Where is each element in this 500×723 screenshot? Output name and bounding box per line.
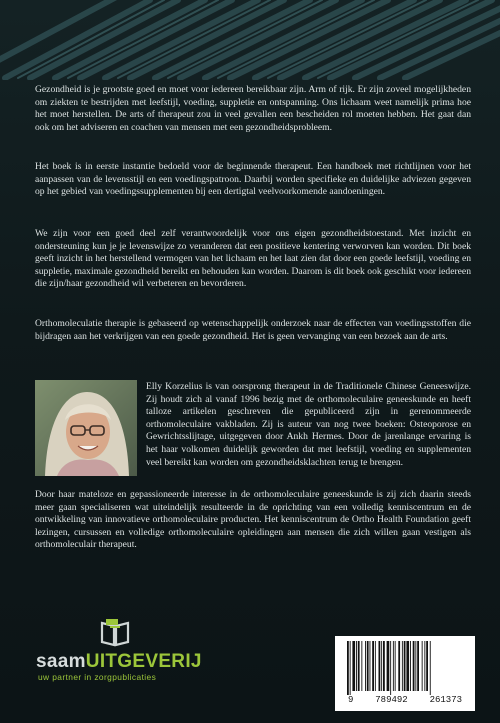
barcode-bar bbox=[372, 641, 374, 691]
barcode-bar bbox=[406, 641, 409, 691]
barcode-bar bbox=[365, 641, 366, 691]
publisher-name-part1: saam bbox=[36, 651, 86, 672]
responsibility-paragraph: We zijn voor een goed deel zelf verantwoordelijk voor ons eigen gezondheidstoestand. Met inzicht en ondersteuning kun je je levenswijze zo veranderen dat een positieve kentering verworven kan worden. Dit boek geeft inzicht in het herstellend vermogen van het lichaam en het laat zien dat door een goede leefstijl, voeding en suppletie, maximale gezondheid bereikt en behouden kan worden. Daarom is dit boek ook geschikt voor iedereen die zijn/haar gezondheid wil verbeteren en bevorderen. bbox=[35, 228, 471, 290]
barcode-bar bbox=[367, 641, 369, 691]
barcode-bar bbox=[350, 641, 351, 695]
publisher-tagline: uw partner in zorgpublicaties bbox=[38, 672, 157, 682]
author-bio: Elly Korzelius is van oorsprong therapeut in de Traditionele Chinese Geneeswijze. Zij houdt zich al vanaf 1996 bezig met de orthomoleculaire geneeskunde en heeft talloze artikelen geschreven die gepubliceerd zijn in gerenommeerde orthomoleculaire vakbladen. Zij is auteur van nog twee boeken: Osteoporose en Gewrichtsslijtage, uitgegeven door Ankh Hermes. Door de jarenlange ervaring is het haar volkomen duidelijk geworden dat met leefstijl, voeding en supplementen veel bereikt kan worden om gezondheidsklachten terug te brengen. bbox=[146, 381, 471, 468]
barcode-bar bbox=[381, 641, 382, 691]
barcode-digit-group: 789492 bbox=[375, 695, 408, 705]
barcode-bar bbox=[402, 641, 403, 691]
intro-paragraph: Gezondheid is je grootste goed en moet voor iedereen bereikbaar zijn. Arm of rijk. Er zijn zoveel mogelijkheden om ziekten te bestrijden met leefstijl, voeding, suppletie en ontspanning. Ons lichaam weet namelijk prima hoe het moet herstellen. De arts of therapeut zou in veel gevallen een bescheiden rol moeten hebben. Het gaat dan ook om het adviseren en coachen van mensen met een gezondheidsprobleem. bbox=[35, 84, 471, 133]
barcode-bar bbox=[361, 641, 362, 691]
barcode-digits bbox=[335, 695, 475, 705]
barcode-bar bbox=[430, 641, 431, 695]
barcode-bar bbox=[398, 641, 400, 691]
therapy-paragraph: Orthomoleculatie therapie is gebaseerd op wetenschappelijk onderzoek naar de effecten van voedingsstoffen die bijdragen aan het verkrijgen van een goede gezondheid. Het is geen vervanging van een bezoek aan de arts. bbox=[35, 318, 471, 342]
barcode-bar bbox=[395, 641, 396, 691]
barcode-bar bbox=[426, 641, 428, 691]
publisher-name-part2: UITGEVERIJ bbox=[85, 651, 202, 672]
barcode-bar bbox=[413, 641, 415, 691]
isbn-barcode bbox=[335, 636, 475, 711]
barcode-bar bbox=[347, 641, 349, 695]
decorative-stripes bbox=[0, 0, 500, 80]
barcode-digit-group: 261373 bbox=[429, 695, 463, 705]
barcode-bars bbox=[345, 641, 465, 695]
author-photo bbox=[35, 380, 137, 476]
barcode-bar bbox=[390, 641, 391, 695]
barcode-bar bbox=[410, 641, 411, 691]
barcode-bar bbox=[375, 641, 376, 691]
barcode-bar bbox=[379, 641, 381, 691]
barcode-bar bbox=[370, 641, 371, 691]
barcode-bar bbox=[383, 641, 385, 691]
barcode-digit-group: 9 bbox=[347, 695, 354, 705]
barcode-bar bbox=[404, 641, 406, 691]
barcode-bar bbox=[387, 641, 390, 691]
barcode-bar bbox=[393, 641, 394, 691]
barcode-bar bbox=[417, 641, 419, 691]
barcode-bar bbox=[358, 641, 360, 691]
barcode-bar bbox=[356, 641, 357, 691]
publisher-name bbox=[36, 652, 202, 672]
barcode-bar bbox=[415, 641, 416, 691]
closing-paragraph: Door haar mateloze en gepassioneerde interesse in de orthomoleculaire geneeskunde is zij zich daarin steeds meer gaan specialiseren wat uiteindelijk resulteerde in de oprichting van een volledig kenniscentrum en de ontwikkeling van innovatieve orthomoleculaire producten. Het kenniscentrum de Ortho Health Foundation geeft lezingen, cursussen en volledige orthomoleculaire opleidingen aan mensen die zich willen gaan vestigen als orthomoleculair therapeut. bbox=[35, 489, 471, 551]
publisher-logo bbox=[36, 617, 236, 687]
barcode-bar bbox=[352, 641, 355, 691]
audience-paragraph: Het boek is in eerste instantie bedoeld voor de beginnende therapeut. Een handboek met richtlijnen voor het aanpassen van de levensstijl en een voedingspatroon. Daarbij worden specifieke en duidelijke adviezen gegeven op het gebied van voedingssupplementen bij een dertigtal veelvoorkomende aandoeningen. bbox=[35, 161, 471, 198]
barcode-bar bbox=[424, 641, 425, 691]
barcode-bar bbox=[422, 641, 423, 691]
publisher-book-icon bbox=[98, 617, 132, 652]
